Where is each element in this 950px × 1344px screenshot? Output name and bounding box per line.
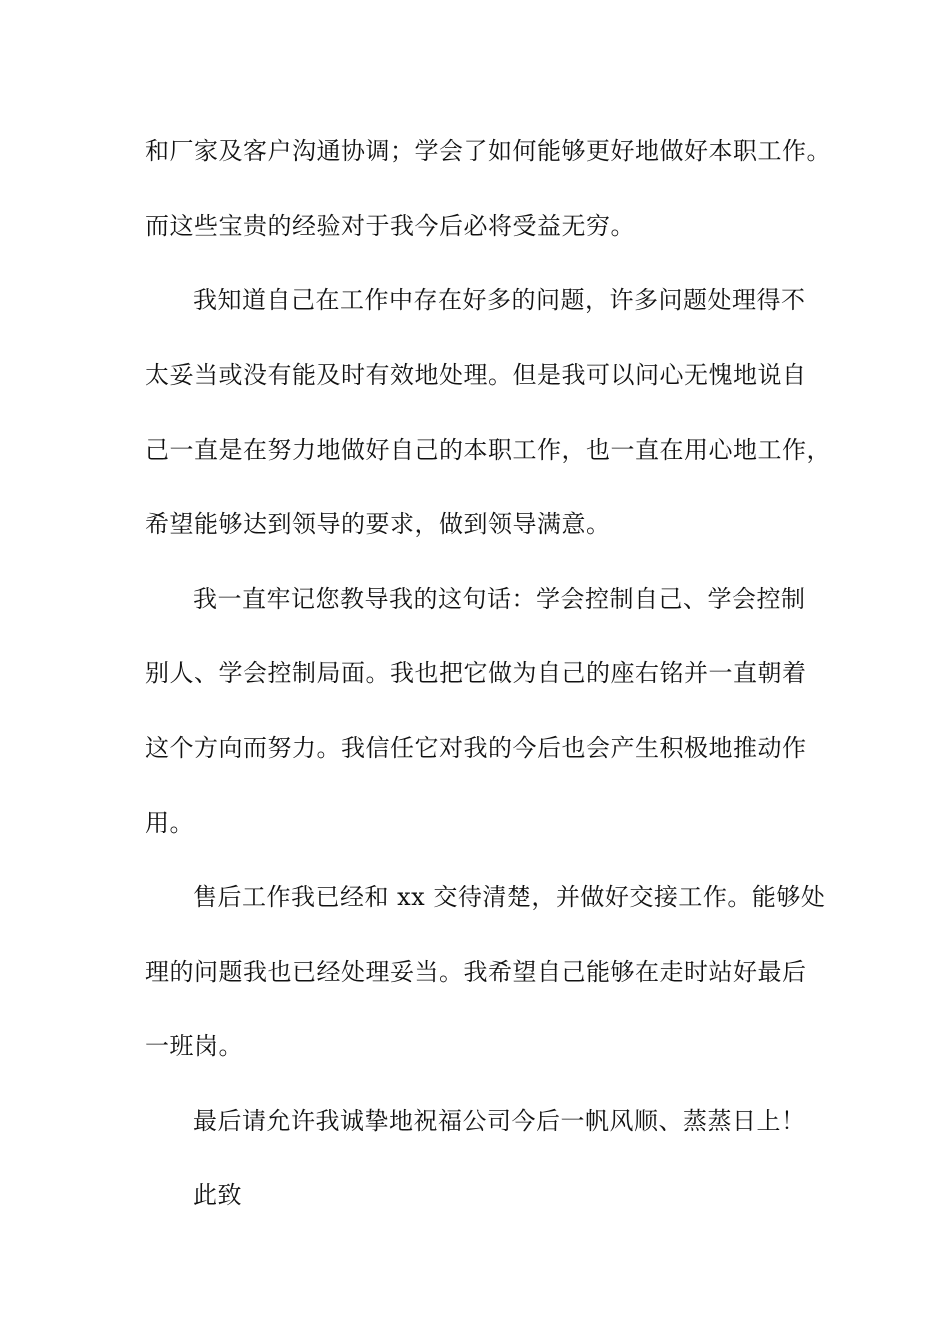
text-line-11: 售后工作我已经和 xx 交待清楚，并做好交接工作。能够处: [193, 883, 826, 911]
text-line-4: 太妥当或没有能及时有效地处理。但是我可以问心无愧地说自: [145, 361, 807, 389]
text-line-6: 希望能够达到领导的要求，做到领导满意。: [145, 510, 611, 538]
text-line-7: 我一直牢记您教导我的这句话：学会控制自己、学会控制: [193, 585, 806, 613]
text-line-14: 最后请允许我诚挚地祝福公司今后一帆风顺、蒸蒸日上！: [193, 1107, 806, 1135]
text-line-5: 己一直是在努力地做好自己的本职工作，也一直在用心地工作，: [145, 436, 831, 464]
text-line-2: 而这些宝贵的经验对于我今后必将受益无穷。: [145, 212, 635, 240]
text-line-13: 一班岗。: [145, 1032, 243, 1060]
text-line-3: 我知道自己在工作中存在好多的问题，许多问题处理得不: [193, 286, 806, 314]
text-line-1: 和厂家及客户沟通协调；学会了如何能够更好地做好本职工作。: [145, 137, 831, 165]
text-line-9: 这个方向而努力。我信任它对我的今后也会产生积极地推动作: [145, 734, 807, 762]
text-line-10: 用。: [145, 809, 194, 837]
text-line-15: 此致: [193, 1181, 242, 1209]
text-line-8: 别人、学会控制局面。我也把它做为自己的座右铭并一直朝着: [145, 659, 807, 687]
text-line-12: 理的问题我也已经处理妥当。我希望自己能够在走时站好最后: [145, 958, 807, 986]
